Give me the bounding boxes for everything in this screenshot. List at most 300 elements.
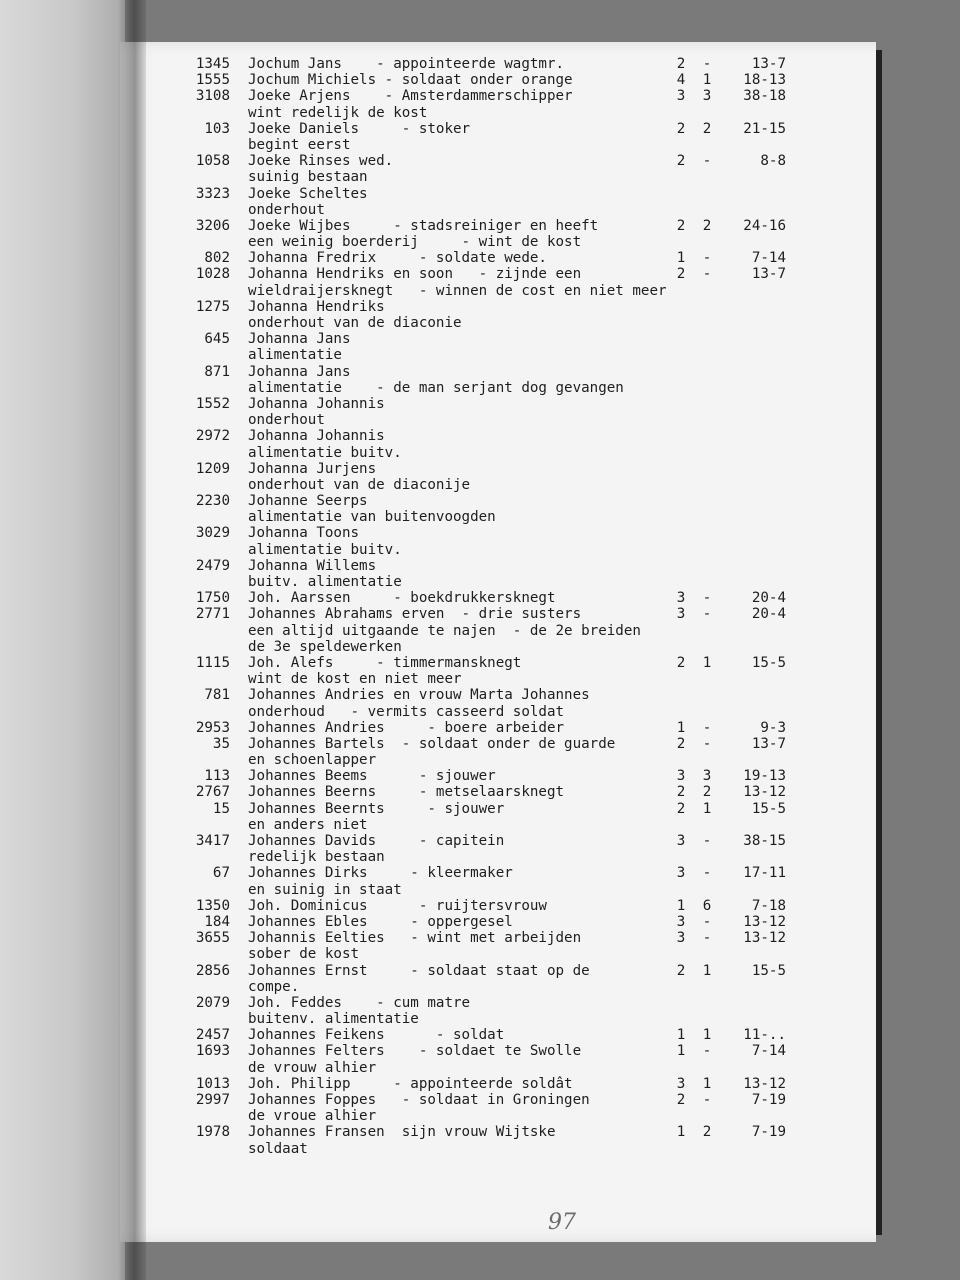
entry-line — [120, 882, 876, 898]
register-entry — [120, 331, 876, 363]
register-entry — [120, 606, 876, 655]
entry-note: onderhoud - vermits casseerd soldat — [248, 703, 565, 720]
entry-number: 3655 — [195, 930, 230, 947]
entry-name: Johanna Johannis — [248, 428, 385, 445]
tax-amount: 24-16 — [743, 217, 786, 234]
entry-name: Johannes Andries - boere arbeider — [248, 719, 565, 736]
household-count: 3 — [676, 88, 686, 105]
household-count: 2 — [676, 56, 686, 72]
entry-note: de vrouw alhier — [248, 1059, 377, 1076]
entry-note: onderhout — [248, 412, 325, 429]
entry-line — [120, 428, 876, 444]
household-count: 4 — [676, 72, 686, 89]
tax-amount: 7-19 — [751, 1124, 786, 1141]
entry-number: 1028 — [195, 266, 230, 283]
entry-line — [120, 720, 876, 736]
entry-note: een altijd uitgaande te najen - de 2e breiden — [248, 622, 641, 639]
entry-name: Johannes Feikens - soldat — [248, 1027, 505, 1044]
entry-note: en suinig in staat — [248, 881, 402, 898]
entry-number: 3323 — [195, 185, 230, 202]
entry-number: 3029 — [195, 525, 230, 542]
entry-name: Joh. Feddes - cum matre — [248, 994, 471, 1011]
entry-name: Johanna Johannis — [248, 395, 385, 412]
entry-line — [120, 1043, 876, 1059]
page-number: 97 — [548, 1210, 576, 1235]
entry-line — [120, 525, 876, 541]
entry-line — [120, 331, 876, 347]
register-entry — [120, 461, 876, 493]
entry-number: 1978 — [195, 1124, 230, 1141]
entry-note: alimentatie - de man serjant dog gevangen — [248, 379, 624, 396]
entry-line — [120, 995, 876, 1011]
household-count: 2 — [676, 654, 686, 671]
entry-number: 35 — [212, 735, 230, 752]
entry-line — [120, 234, 876, 250]
register-entry — [120, 784, 876, 800]
entry-line — [120, 1141, 876, 1157]
register-entry — [120, 914, 876, 930]
household-count: 3 — [676, 930, 686, 947]
register-entry — [120, 655, 876, 687]
entry-line — [120, 364, 876, 380]
entry-name: Johannes Beerns - metselaarsknegt — [248, 784, 565, 801]
entry-note: alimentatie buitv. — [248, 444, 402, 461]
children-count: 2 — [702, 217, 712, 234]
entry-note: buitenv. alimentatie — [248, 1011, 419, 1028]
entry-note: begint eerst — [248, 136, 351, 153]
entry-name: Johanne Seerps — [248, 493, 368, 510]
entry-number: 3108 — [195, 88, 230, 105]
entry-line — [120, 477, 876, 493]
entry-number: 1552 — [195, 395, 230, 412]
entry-line — [120, 736, 876, 752]
register-entry — [120, 72, 876, 88]
tax-amount: 15-5 — [751, 962, 786, 979]
entry-name: Johannes Abrahams erven - drie susters — [248, 606, 582, 623]
entry-name: Johanna Hendriks — [248, 298, 385, 315]
tax-amount: 18-13 — [743, 72, 786, 89]
entry-line — [120, 639, 876, 655]
entry-line — [120, 849, 876, 865]
entry-line — [120, 1076, 876, 1092]
entry-line — [120, 105, 876, 121]
register-entry — [120, 266, 876, 298]
entry-number: 113 — [204, 768, 230, 785]
register-entry — [120, 56, 876, 72]
register-entry — [120, 525, 876, 557]
entry-name: Joeke Daniels - stoker — [248, 120, 471, 137]
entry-line — [120, 898, 876, 914]
entry-line — [120, 623, 876, 639]
entry-number: 2767 — [195, 784, 230, 801]
entry-line — [120, 202, 876, 218]
register-entry — [120, 121, 876, 153]
register-entry — [120, 493, 876, 525]
children-count: 3 — [702, 768, 712, 785]
entry-line — [120, 752, 876, 768]
household-count: 2 — [676, 784, 686, 801]
entry-line — [120, 979, 876, 995]
entry-number: 871 — [204, 363, 230, 380]
entry-name: Johannes Fransen sijn vrouw Wijtske — [248, 1124, 556, 1141]
household-count: 1 — [676, 719, 686, 736]
entry-number: 3417 — [195, 833, 230, 849]
entry-name: Joeke Scheltes — [248, 185, 368, 202]
tax-amount: 7-14 — [751, 1043, 786, 1060]
facing-page — [0, 0, 125, 1280]
entry-line — [120, 347, 876, 363]
entry-line — [120, 558, 876, 574]
entry-name: Johannis Eelties - wint met arbeijden — [248, 930, 582, 947]
entry-line — [120, 1011, 876, 1027]
entry-number: 1013 — [195, 1075, 230, 1092]
register-entry — [120, 218, 876, 250]
household-count: 2 — [676, 153, 686, 170]
tax-amount: 13-12 — [743, 1075, 786, 1092]
entry-line — [120, 315, 876, 331]
entry-line — [120, 930, 876, 946]
entry-number: 67 — [212, 865, 230, 882]
entry-line — [120, 218, 876, 234]
household-count: 1 — [676, 250, 686, 267]
entry-line — [120, 380, 876, 396]
entry-name: Joh. Dominicus - ruijtersvrouw — [248, 897, 547, 914]
children-count: - — [702, 833, 712, 849]
children-count: - — [702, 1092, 712, 1108]
entry-name: Johannes Beernts - sjouwer — [248, 800, 505, 817]
register-entry — [120, 1043, 876, 1075]
entry-name: Joeke Arjens - Amsterdammerschipper — [248, 88, 573, 105]
entry-line — [120, 1108, 876, 1124]
tax-amount: 21-15 — [743, 120, 786, 137]
household-count: 2 — [676, 962, 686, 979]
entry-number: 2953 — [195, 719, 230, 736]
household-count: 1 — [676, 1043, 686, 1060]
entry-number: 2972 — [195, 428, 230, 445]
entry-line — [120, 704, 876, 720]
children-count: - — [702, 719, 712, 736]
tax-amount: 7-14 — [751, 250, 786, 267]
register-entry — [120, 250, 876, 266]
entry-name: Joeke Wijbes - stadsreiniger en heeft — [248, 217, 599, 234]
entry-note: suinig bestaan — [248, 169, 368, 186]
tax-amount: 15-5 — [751, 800, 786, 817]
entry-name: Johanna Hendriks en soon - zijnde een — [248, 266, 582, 283]
register-entry — [120, 1076, 876, 1092]
tax-amount: 7-18 — [751, 897, 786, 914]
children-count: - — [702, 930, 712, 947]
entry-line — [120, 186, 876, 202]
children-count: 2 — [702, 1124, 712, 1141]
tax-amount: 9-3 — [760, 719, 786, 736]
register-entry — [120, 396, 876, 428]
household-count: 2 — [676, 800, 686, 817]
household-count: 2 — [676, 120, 686, 137]
register-entry — [120, 186, 876, 218]
register-entries — [120, 56, 876, 1157]
entry-name: Johanna Jurjens — [248, 460, 377, 477]
entry-line — [120, 1027, 876, 1043]
entry-number: 15 — [212, 800, 230, 817]
entry-number: 1555 — [195, 72, 230, 89]
entry-note: redelijk bestaan — [248, 849, 385, 866]
entry-note: wint redelijk de kost — [248, 104, 428, 121]
tax-amount: 17-11 — [743, 865, 786, 882]
register-entry — [120, 1124, 876, 1156]
entry-number: 184 — [204, 913, 230, 930]
entry-line — [120, 606, 876, 622]
household-count: 1 — [676, 897, 686, 914]
entry-name: Johanna Willems — [248, 557, 377, 574]
entry-number: 802 — [204, 250, 230, 267]
entry-name: Johannes Beems - sjouwer — [248, 768, 496, 785]
entry-line — [120, 396, 876, 412]
entry-note: wint de kost en niet meer — [248, 671, 462, 688]
entry-line — [120, 687, 876, 703]
entry-note: en anders niet — [248, 816, 368, 833]
entry-line — [120, 121, 876, 137]
entry-line — [120, 493, 876, 509]
entry-number: 1058 — [195, 153, 230, 170]
entry-name: Joh. Philipp - appointeerde soldât — [248, 1075, 573, 1092]
children-count: 1 — [702, 654, 712, 671]
children-count: - — [702, 865, 712, 882]
entry-name: Johannes Dirks - kleermaker — [248, 865, 513, 882]
entry-line — [120, 250, 876, 266]
entry-name: Jochum Jans - appointeerde wagtmr. — [248, 56, 565, 72]
register-entry — [120, 153, 876, 185]
entry-line — [120, 671, 876, 687]
entry-number: 1209 — [195, 460, 230, 477]
entry-line — [120, 266, 876, 282]
tax-amount: 13-12 — [743, 930, 786, 947]
entry-line — [120, 914, 876, 930]
entry-line — [120, 509, 876, 525]
entry-number: 2230 — [195, 493, 230, 510]
entry-number: 645 — [204, 331, 230, 348]
children-count: - — [702, 266, 712, 283]
register-entry — [120, 930, 876, 962]
entry-number: 2771 — [195, 606, 230, 623]
household-count: 3 — [676, 865, 686, 882]
register-entry — [120, 687, 876, 719]
household-count: 2 — [676, 735, 686, 752]
entry-number: 1275 — [195, 298, 230, 315]
entry-name: Johannes Ernst - soldaat staat op de — [248, 962, 590, 979]
entry-number: 2479 — [195, 557, 230, 574]
tax-amount: 13-7 — [751, 266, 786, 283]
household-count: 2 — [676, 217, 686, 234]
household-count: 2 — [676, 1092, 686, 1108]
register-entry — [120, 898, 876, 914]
household-count: 3 — [676, 590, 686, 607]
household-count: 3 — [676, 913, 686, 930]
entry-note: onderhout — [248, 201, 325, 218]
entry-line — [120, 137, 876, 153]
entry-number: 1750 — [195, 590, 230, 607]
entry-note: sober de kost — [248, 946, 360, 963]
entry-line — [120, 946, 876, 962]
children-count: 1 — [702, 1027, 712, 1044]
entry-note: een weinig boerderij - wint de kost — [248, 234, 582, 251]
register-entry — [120, 428, 876, 460]
entry-line — [120, 1060, 876, 1076]
tax-amount: 13-12 — [743, 913, 786, 930]
tax-amount: 8-8 — [760, 153, 786, 170]
entry-name: Johannes Davids - capitein — [248, 833, 505, 849]
household-count: 3 — [676, 1075, 686, 1092]
tax-amount: 13-12 — [743, 784, 786, 801]
entry-number: 2079 — [195, 994, 230, 1011]
tax-amount: 11-.. — [743, 1027, 786, 1044]
entry-line — [120, 169, 876, 185]
children-count: 6 — [702, 897, 712, 914]
entry-number: 781 — [204, 687, 230, 704]
children-count: - — [702, 250, 712, 267]
entry-line — [120, 153, 876, 169]
children-count: 1 — [702, 72, 712, 89]
register-entry — [120, 720, 876, 736]
children-count: 1 — [702, 800, 712, 817]
tax-amount: 20-4 — [751, 606, 786, 623]
entry-name: Joh. Aarssen - boekdrukkersknegt — [248, 590, 556, 607]
entry-note: de vroue alhier — [248, 1108, 377, 1125]
children-count: 2 — [702, 784, 712, 801]
entry-note: onderhout van de diaconije — [248, 476, 471, 493]
children-count: 1 — [702, 962, 712, 979]
entry-number: 1693 — [195, 1043, 230, 1060]
entry-number: 3206 — [195, 217, 230, 234]
entry-note: soldaat — [248, 1140, 308, 1157]
children-count: - — [702, 590, 712, 607]
entry-line — [120, 72, 876, 88]
register-entry — [120, 865, 876, 897]
entry-number: 2856 — [195, 962, 230, 979]
entry-line — [120, 542, 876, 558]
entry-number: 2997 — [195, 1092, 230, 1108]
register-entry — [120, 558, 876, 590]
children-count: 2 — [702, 120, 712, 137]
entry-line — [120, 88, 876, 104]
entry-note: alimentatie van buitenvoogden — [248, 509, 496, 526]
household-count: 3 — [676, 833, 686, 849]
document-page — [120, 42, 876, 1242]
children-count: - — [702, 56, 712, 72]
register-entry — [120, 995, 876, 1027]
entry-line — [120, 1124, 876, 1140]
children-count: - — [702, 735, 712, 752]
entry-note: alimentatie — [248, 347, 342, 364]
entry-note: de 3e speldewerken — [248, 638, 402, 655]
entry-line — [120, 56, 876, 72]
tax-amount: 38-15 — [743, 833, 786, 849]
entry-line — [120, 590, 876, 606]
entry-note: wieldraijersknegt - winnen de cost en niet meer — [248, 282, 667, 299]
tax-amount: 20-4 — [751, 590, 786, 607]
tax-amount: 19-13 — [743, 768, 786, 785]
register-entry — [120, 299, 876, 331]
register-entry — [120, 768, 876, 784]
children-count: 1 — [702, 1075, 712, 1092]
entry-line — [120, 963, 876, 979]
children-count: - — [702, 913, 712, 930]
entry-line — [120, 412, 876, 428]
children-count: - — [702, 606, 712, 623]
entry-number: 1350 — [195, 897, 230, 914]
entry-note: compe. — [248, 978, 300, 995]
entry-line — [120, 833, 876, 849]
entry-line — [120, 283, 876, 299]
entry-line — [120, 784, 876, 800]
register-entry — [120, 801, 876, 833]
entry-line — [120, 1092, 876, 1108]
entry-name: Johanna Jans — [248, 331, 351, 348]
entry-note: buitv. alimentatie — [248, 574, 402, 590]
tax-amount: 13-7 — [751, 735, 786, 752]
register-entry — [120, 833, 876, 865]
children-count: 3 — [702, 88, 712, 105]
entry-name: Jochum Michiels - soldaat onder orange — [248, 72, 573, 89]
household-count: 3 — [676, 768, 686, 785]
spine-shadow — [118, 0, 146, 1280]
register-entry — [120, 88, 876, 120]
entry-line — [120, 801, 876, 817]
household-count: 3 — [676, 606, 686, 623]
entry-line — [120, 817, 876, 833]
entry-line — [120, 461, 876, 477]
entry-line — [120, 574, 876, 590]
entry-number: 1115 — [195, 654, 230, 671]
entry-name: Johannes Felters - soldaet te Swolle — [248, 1043, 582, 1060]
register-entry — [120, 736, 876, 768]
children-count: - — [702, 1043, 712, 1060]
entry-name: Johanna Toons — [248, 525, 360, 542]
tax-amount: 13-7 — [751, 56, 786, 72]
entry-name: Joh. Alefs - timmermansknegt — [248, 654, 522, 671]
entry-name: Johannes Foppes - soldaat in Groningen — [248, 1092, 590, 1108]
entry-line — [120, 768, 876, 784]
register-entry — [120, 364, 876, 396]
entry-name: Johannes Ebles - oppergesel — [248, 913, 513, 930]
register-entry — [120, 963, 876, 995]
entry-line — [120, 299, 876, 315]
entry-line — [120, 445, 876, 461]
entry-number: 2457 — [195, 1027, 230, 1044]
entry-name: Johannes Andries en vrouw Marta Johannes — [248, 687, 590, 704]
entry-name: Johannes Bartels - soldaat onder de guarde — [248, 735, 616, 752]
entry-name: Johanna Jans — [248, 363, 351, 380]
children-count: - — [702, 153, 712, 170]
tax-amount: 15-5 — [751, 654, 786, 671]
entry-note: alimentatie buitv. — [248, 541, 402, 558]
tax-amount: 7-19 — [751, 1092, 786, 1108]
entry-note: en schoenlapper — [248, 752, 377, 769]
register-entry — [120, 590, 876, 606]
household-count: 2 — [676, 266, 686, 283]
entry-name: Johanna Fredrix - soldate wede. — [248, 250, 547, 267]
entry-line — [120, 865, 876, 881]
entry-line — [120, 655, 876, 671]
entry-number: 103 — [204, 120, 230, 137]
tax-amount: 38-18 — [743, 88, 786, 105]
register-entry — [120, 1092, 876, 1124]
register-entry — [120, 1027, 876, 1043]
entry-note: onderhout van de diaconie — [248, 315, 462, 331]
household-count: 1 — [676, 1027, 686, 1044]
entry-name: Joeke Rinses wed. — [248, 153, 394, 170]
entry-number: 1345 — [195, 56, 230, 72]
household-count: 1 — [676, 1124, 686, 1141]
